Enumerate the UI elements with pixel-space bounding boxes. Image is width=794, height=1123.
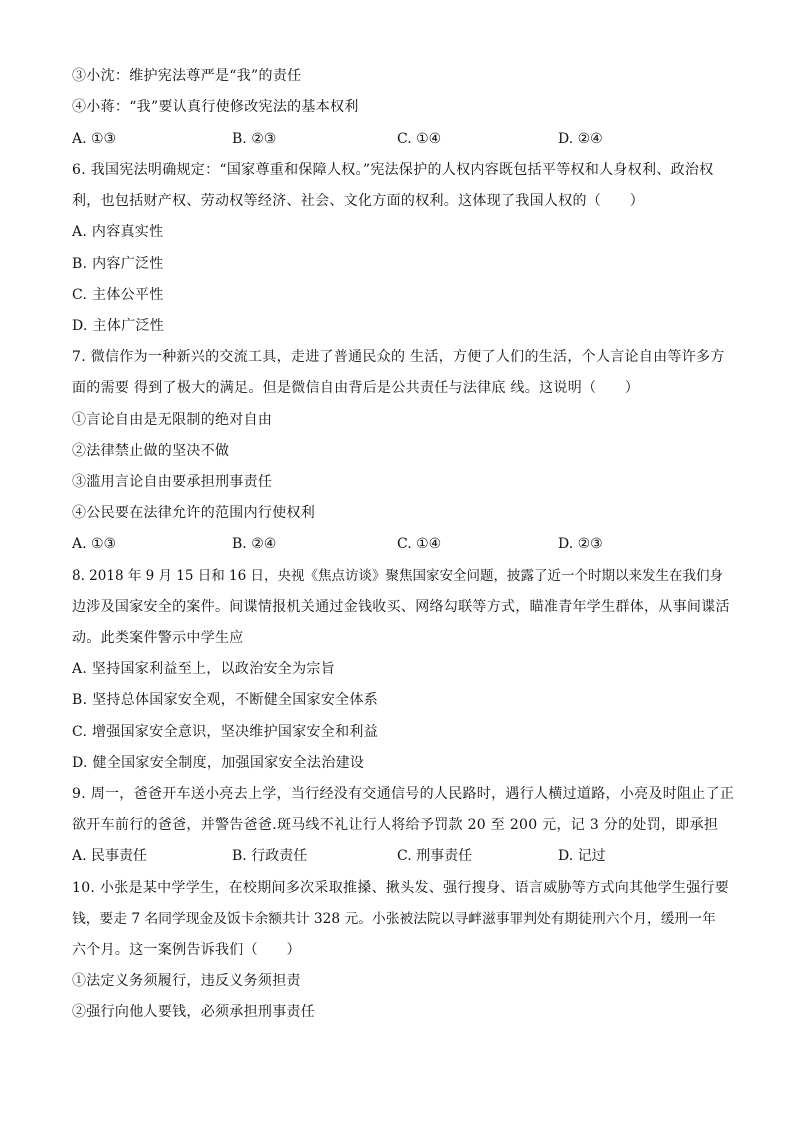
q7-option-b[interactable]: B. ②④ [232, 536, 277, 552]
q7-stem: 7. 微信作为一种新兴的交流工具，走进了普通民众的 生活，方便了人们的生活，个人言论自由等许多方 [72, 349, 725, 365]
q7-item-2: ②法律禁止做的坚决不做 [72, 443, 230, 459]
q5-item-4: ④小蒋：“我”要认真行使修改宪法的基本权利 [72, 99, 359, 115]
q10-item-2: ②强行向他人要钱，必须承担刑事责任 [72, 1004, 316, 1020]
q6-option-c[interactable]: C. 主体公平性 [72, 287, 164, 303]
q5-option-d[interactable]: D. ②④ [558, 131, 603, 147]
q8-option-b[interactable]: B. 坚持总体国家安全观，不断健全国家安全体系 [72, 692, 379, 708]
q10-stem-cont-1: 钱，要走 7 名同学现金及饭卡余额共计 328 元。小张被法院以寻衅滋事罪判处有期徒刑六个月，缓刑一年 [72, 911, 716, 927]
q9-stem-cont: 欲开车前行的爸爸，并警告爸爸.斑马线不礼让行人将给予罚款 20 至 200 元，记 3 分的处罚，即承担 [72, 817, 719, 833]
q7-option-a[interactable]: A. ①③ [72, 536, 117, 552]
q8-stem-cont-2: 动。此类案件警示中学生应 [72, 630, 244, 646]
q5-item-3: ③小沈：维护宪法尊严是“我”的责任 [72, 68, 302, 84]
q8-stem-cont-1: 边涉及国家安全的案件。间谍情报机关通过金钱收买、网络勾联等方式，瞄准青年学生群体，从事间谍活 [72, 599, 730, 615]
q6-option-b[interactable]: B. 内容广泛性 [72, 256, 164, 272]
q5-option-c[interactable]: C. ①④ [397, 131, 442, 147]
q6-stem-cont: 利，也包括财产权、劳动权等经济、社会、文化方面的权利。这体现了我国人权的（ ） [72, 193, 644, 209]
q6-stem: 6. 我国宪法明确规定：“国家尊重和保障人权。”宪法保护的人权内容既包括平等权和人身权利、政治权 [72, 162, 714, 178]
q7-item-4: ④公民要在法律允许的范围内行使权利 [72, 505, 316, 521]
q7-stem-cont: 面的需要 得到了极大的满足。但是微信自由背后是公共责任与法律底 线。这说明（ ） [72, 380, 640, 396]
q9-option-d[interactable]: D. 记过 [558, 848, 606, 864]
q5-option-b[interactable]: B. ②③ [232, 131, 277, 147]
q8-option-c[interactable]: C. 增强国家安全意识，坚决维护国家安全和利益 [72, 724, 379, 740]
q9-option-b[interactable]: B. 行政责任 [232, 848, 308, 864]
q8-stem: 8. 2018 年 9 月 15 日和 16 日，央视《焦点访谈》聚焦国家安全问题，披露了近一个时期以来发生在我们身 [72, 568, 724, 584]
q10-stem: 10. 小张是某中学学生，在校期间多次采取推搡、揪头发、强行搜身、语言威胁等方式向其他学生强行要 [72, 880, 730, 896]
q7-item-3: ③滥用言论自由要承担刑事责任 [72, 474, 273, 490]
q9-option-a[interactable]: A. 民事责任 [72, 848, 148, 864]
q8-option-d[interactable]: D. 健全国家安全制度，加强国家安全法治建设 [72, 755, 365, 771]
q7-item-1: ①言论自由是无限制的绝对自由 [72, 412, 273, 428]
q7-option-d[interactable]: D. ②③ [558, 536, 603, 552]
q8-option-a[interactable]: A. 坚持国家利益至上，以政治安全为宗旨 [72, 661, 336, 677]
q10-stem-cont-2: 六个月。这一案例告诉我们（ ） [72, 942, 301, 958]
q7-option-c[interactable]: C. ①④ [397, 536, 442, 552]
q9-stem: 9. 周一，爸爸开车送小亮去上学，当行经没有交通信号的人民路时，遇行人横过道路，小亮及时阻止了正 [72, 786, 735, 802]
q6-option-d[interactable]: D. 主体广泛性 [72, 318, 165, 334]
q6-option-a[interactable]: A. 内容真实性 [72, 224, 164, 240]
q9-option-c[interactable]: C. 刑事责任 [397, 848, 473, 864]
q5-option-a[interactable]: A. ①③ [72, 131, 117, 147]
q10-item-1: ①法定义务须履行，违反义务须担责 [72, 973, 301, 989]
